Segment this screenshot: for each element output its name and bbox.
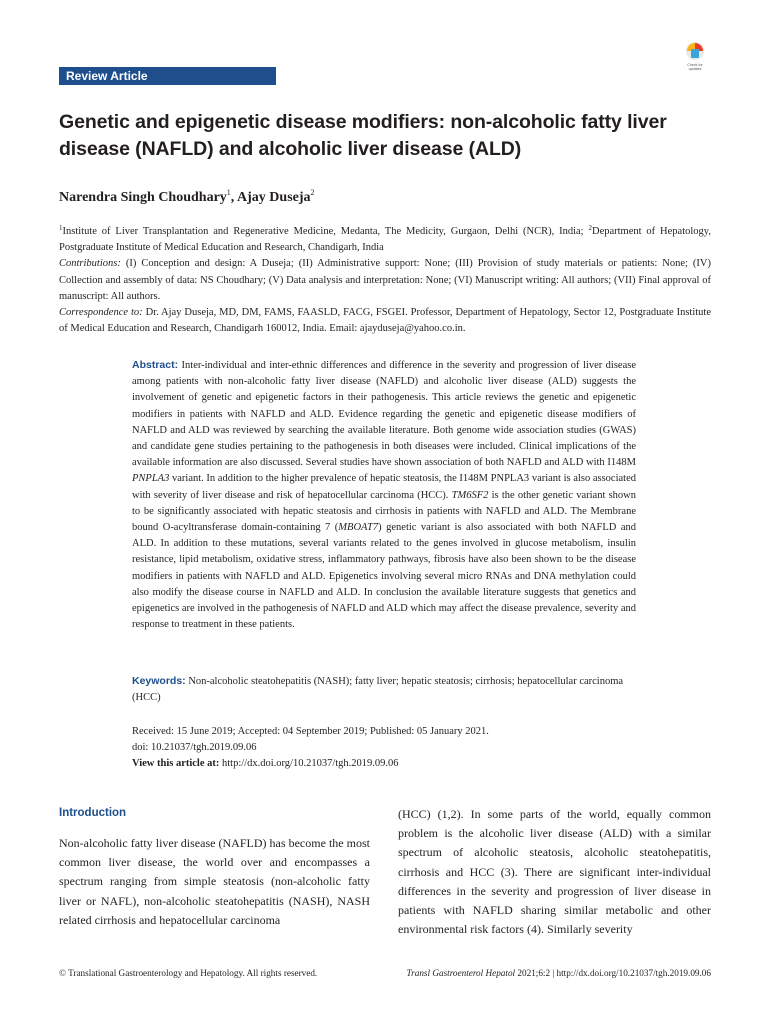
citation-text: 2021;6:2 | http://dx.doi.org/10.21037/tgh.2019.09.06 — [515, 968, 711, 978]
doi: doi: 10.21037/tgh.2019.09.06 — [132, 742, 257, 754]
author-name: Narendra Singh Choudhary — [59, 190, 227, 205]
abstract-text: Inter-individual and inter-ethnic differences and difference in the severity and progression of liver disease among patients with non-alcoholic fatty liver disease (NAFLD) and alcoholic liver disease (ALD) suggests the involvement of genetic and epigenetic factors in their pathogenesis. This article reviews the genetic and epigenetic modifiers in patients with NAFLD and ALD. Evidence regarding the genetic and epigenetic disease modifiers of NAFLD and ALD was reviewed by searching the available literature. Both genome wide association studies (GWAS) and candidate gene studies pertaining to the pathogenesis in both diseases were included. Clinical implications of the available information are also discussed. Several studies have shown association of both NAFLD and ALD with I148M — [132, 360, 636, 469]
journal-name: Transl Gastroenterol Hepatol — [406, 968, 516, 978]
publication-dates: Received: 15 June 2019; Accepted: 04 September 2019; Published: 05 January 2021. — [132, 726, 489, 737]
section-heading-introduction: Introduction — [59, 807, 127, 819]
abstract — [132, 357, 636, 633]
article-title: Genetic and epigenetic disease modifiers: non-alcoholic fatty liver disease (NAFLD) and alcoholic liver disease (ALD) — [59, 111, 667, 160]
correspondence-label: Correspondence to: — [59, 307, 143, 319]
footer-citation — [374, 967, 711, 979]
contributions-label: Contributions: — [59, 258, 121, 270]
svg-text:updates: updates — [688, 67, 702, 71]
svg-text:Check for: Check for — [687, 63, 703, 67]
affiliations — [59, 220, 711, 256]
abstract-label: Abstract: — [132, 359, 179, 371]
body-text-left-column: Non-alcoholic fatty liver disease (NAFLD) has become the most common liver disease, the world over and encompasses a spectrum ranging from simple steatosis (non-alcoholic fatty liver or NAFL), non-alcoholic steatohepatitis (NASH), NASH related cirrhosis and hepatocellular carcinoma — [59, 836, 370, 927]
footer-copyright: © Translational Gastroenterology and Hepatology. All rights reserved. — [59, 968, 318, 978]
view-article-label: View this article at: — [132, 758, 220, 770]
article-url-link[interactable]: http://dx.doi.org/10.21037/tgh.2019.09.06 — [219, 758, 399, 770]
gene-name: MBOAT7 — [338, 522, 379, 534]
article-type-badge: Review Article — [59, 67, 276, 85]
abstract-text: is the other genetic variant shown to be significantly associated with hepatic steatosis and cirrhosis in patients with NAFLD and ALD. The Membrane bound O-acyltransferase domain-containing 7 ( — [132, 489, 636, 534]
affiliation-marker: 1 — [226, 188, 231, 197]
front-matter — [59, 220, 711, 337]
keywords-text: Non-alcoholic steatohepatitis (NASH); fatty liver; hepatic steatosis; cirrhosis; hepatocellular carcinoma (HCC) — [132, 676, 624, 703]
affiliation-marker: 2 — [310, 188, 315, 197]
article-link-line — [132, 756, 636, 772]
author-name: Ajay Duseja — [237, 190, 311, 205]
abstract-text: variant. In addition to the higher prevalence of hepatic steatosis, the I148M PNPLA3 variant is also associated with severity of liver disease and risk of hepatocellular carcinoma (HCC). — [132, 473, 636, 501]
affiliation-text: Institute of Liver Transplantation and Regenerative Medicine, Medanta, The Medicity, Gurgaon, Delhi (NCR), India; — [62, 226, 589, 237]
keywords-label: Keywords: — [132, 675, 186, 687]
affiliation-text: Department of Hepatology, Postgraduate Institute of Medical Education and Research, Chandigarh, India — [59, 226, 711, 254]
gene-name: PNPLA3 — [132, 473, 170, 485]
correspondence-text: Dr. Ajay Duseja, MD, DM, FAMS, FAASLD, FACG, FSGEI. Professor, Department of Hepatology, Sector 12, Postgraduate Institute of Medical Education and Research, Chandigarh 160012, India. Email: ajayduseja@yahoo.co.in. — [59, 307, 711, 335]
abstract-text: ) genetic variant is also associated with both NAFLD and ALD. In addition to these mutations, several variants related to the genes involved in glucose metabolism, insulin resistance, lipid metabolism, oxidative stress, inflammatory pathways, fibrosis have also been shown to be the disease modifiers in patients with NAFLD and ALD. Epigenetics involving several micro RNAs and DNA methylation could also modify the disease course in NAFLD and ALD. In conclusion the available literature suggests that genetics and epigenetics are involved in the pathogenesis of NAFLD and ALD which may affect the disease prevalence, severity and response to treatment in these patients. — [132, 522, 636, 631]
affiliation-marker: 1 — [59, 224, 63, 232]
keywords — [132, 673, 636, 706]
gene-name: TM6SF2 — [451, 489, 489, 501]
author-separator: , — [230, 190, 238, 205]
affiliation-marker: 2 — [588, 224, 592, 232]
check-for-updates-icon[interactable] — [680, 40, 710, 72]
body-text-right-column: (HCC) (1,2). In some parts of the world, equally common problem is the alcoholic liver disease (ALD) with a similar spectrum of alcoholic steatosis, alcoholic steatohepatitis, cirrhosis and HCC (3). There are significant inter-individual differences in the severity and progression of liver disease in patients with NAFLD sharing similar metabolic and other environmental risk factors (4). Similarly severity — [398, 807, 711, 937]
publication-info — [132, 724, 636, 773]
contributions-text: (I) Conception and design: A Duseja; (II) Administrative support: None; (III) Provision of study materials or patients: None; (IV) Collection and assembly of data: NS Choudhary; (V) Data analysis and interpretation: None; (VI) Manuscript writing: All authors; (VII) Final approval of manuscript: All authors. — [59, 258, 711, 302]
author-list — [59, 183, 719, 208]
correspondence — [59, 305, 711, 337]
contributions — [59, 256, 711, 305]
